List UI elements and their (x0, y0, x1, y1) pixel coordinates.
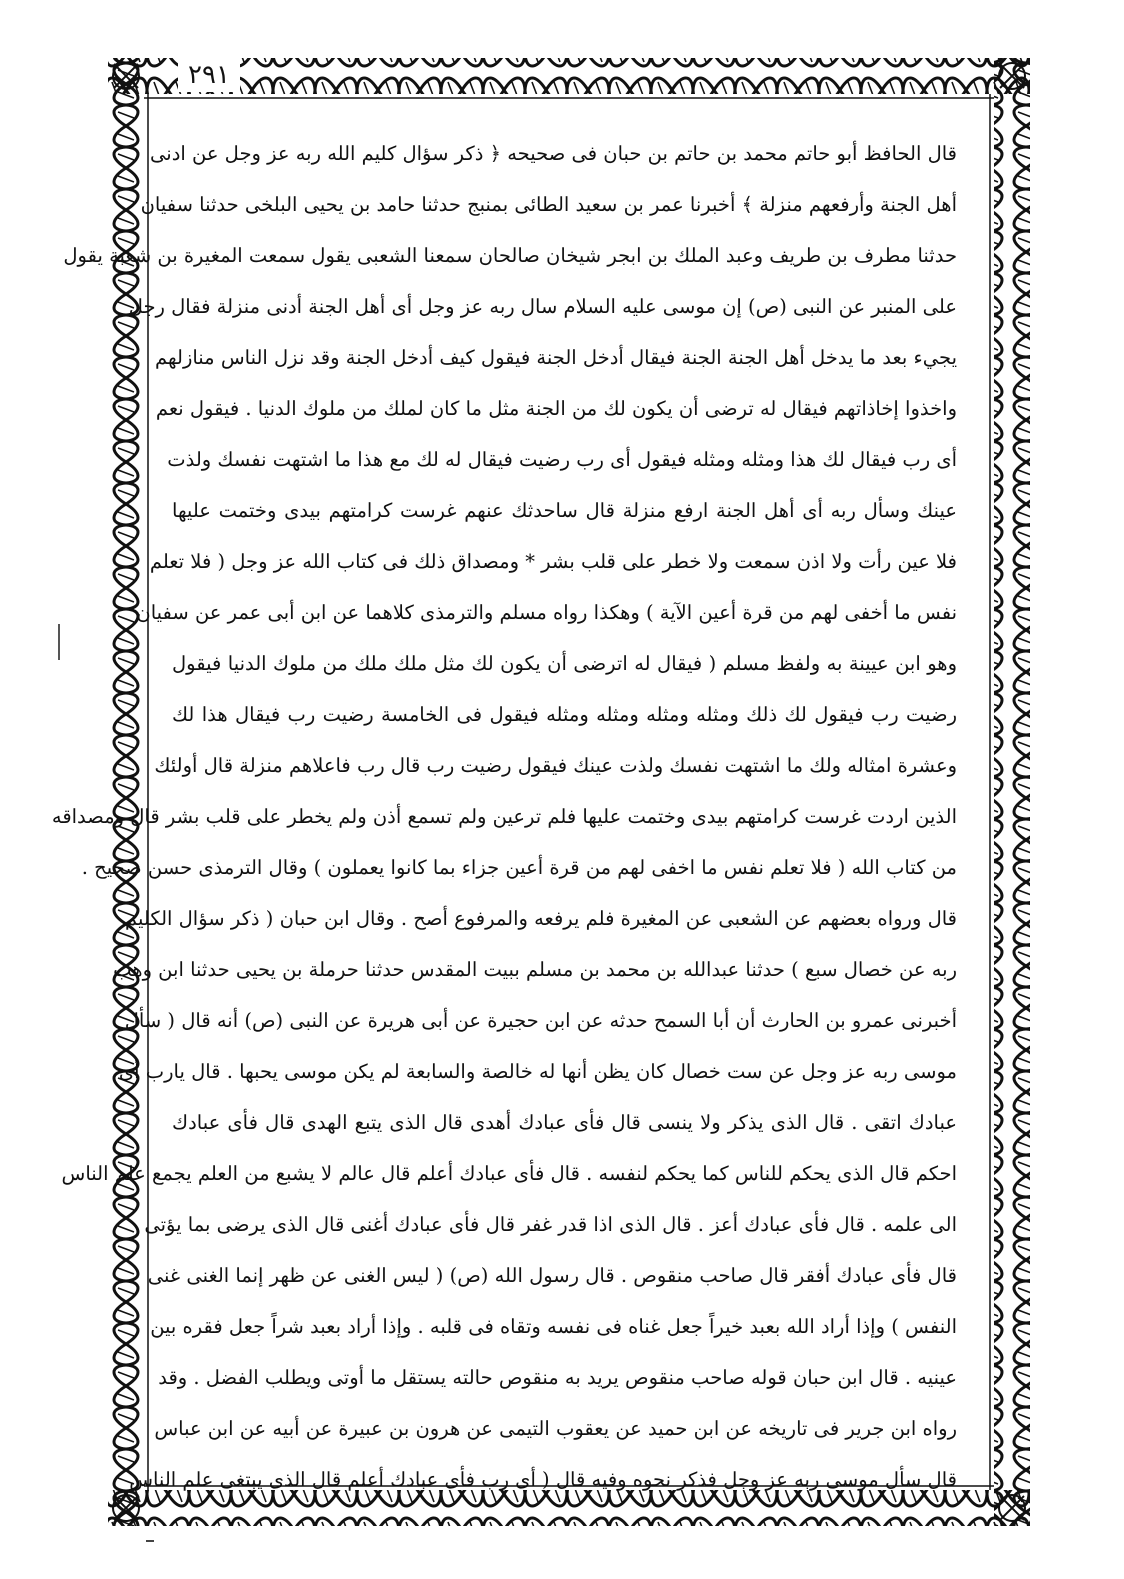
text-line: الى علمه . قال فأى عبادك أعز . قال الذى اذا قدر غفر قال فأى عبادك أغنى قال الذى يرضى بما يؤتى (144, 1213, 957, 1236)
text-line: رواه ابن جرير فى تاريخه عن ابن حميد عن يعقوب التيمى عن هرون بن عبيرة عن أبيه عن ابن عباس (154, 1417, 957, 1440)
margin-mark (58, 624, 60, 660)
text-line: أهل الجنة وأرفعهم منزلة ﴾ أخبرنا عمر بن سعيد الطائى بمنبج حدثنا حامد بن يحيى البلخى حدثنا سفيان (140, 193, 957, 216)
text-line: نفس ما أخفى لهم من قرة أعين الآية ) وهكذا رواه مسلم والترمذى كلاهما عن ابن أبى عمر عن سفيان (136, 601, 957, 624)
text-line: واخذوا إخاذاتهم فيقال له ترضى أن يكون لك من الجنة مثل ما كان لملك من ملوك الدنيا . فيقول نعم (155, 397, 957, 420)
text-line: النفس ) وإذا أراد الله بعبد خيراً جعل غناه فى نفسه وتقاه فى قلبه . وإذا أراد بعبد شراً جعل فقره بين (150, 1315, 957, 1338)
text-line: قال الحافظ أبو حاتم محمد بن حاتم بن حبان فى صحيحه ﴿ ذكر سؤال كليم الله ربه عز وجل عن ادنى (150, 142, 957, 165)
footer-mark (146, 1540, 154, 1542)
text-line: يجيء بعد ما يدخل أهل الجنة الجنة فيقال أدخل الجنة فيقول كيف أدخل الجنة وقد نزل الناس منازلهم (155, 346, 957, 369)
body-text (51, 128, 957, 1505)
text-line: قال سأل موسى ربه عز وجل فذكر نحوه وفيه قال ( أى رب فأى عبادك أعلم قال الذى يبتغى علم الناس (129, 1468, 957, 1491)
border-top (108, 58, 1030, 94)
text-line: فلا عين رأت ولا اذن سمعت ولا خطر على قلب بشر * ومصداق ذلك فى كتاب الله عز وجل ( فلا تعلم (149, 550, 957, 573)
text-line: قال فأى عبادك أفقر قال صاحب منقوص . قال رسول الله (ص) ( ليس الغنى عن ظهر إنما الغنى غنى (147, 1264, 957, 1287)
text-line: احكم قال الذى يحكم للناس كما يحكم لنفسه . قال فأى عبادك أعلم قال عالم لا يشبع من العلم يجمع علم الناس (61, 1162, 957, 1185)
page-number: ٢٩١ (178, 58, 240, 92)
text-line: ربه عن خصال سبع ) حدثنا عبدالله بن محمد بن مسلم ببيت المقدس حدثنا حرملة بن يحيى حدثنا ابن وهب (113, 958, 957, 981)
text-line: موسى ربه عز وجل عن ست خصال كان يظن أنها له خالصة والسابعة لم يكن موسى يحبها . قال يارب أى (118, 1060, 957, 1083)
text-line: قال ورواه بعضهم عن الشعبى عن المغيرة فلم يرفعه والمرفوع أصح . وقال ابن حبان ( ذكر سؤال الكليم (125, 907, 957, 930)
border-right (994, 58, 1030, 1526)
text-line: وعشرة امثاله ولك ما اشتهت نفسك ولذت عينك فيقول رضيت رب قال رب فاعلاهم منزلة قال أولئك (154, 754, 957, 777)
text-line: أخبرنى عمرو بن الحارث أن أبا السمح حدثه عن ابن حجيرة عن أبى هريرة عن النبى (ص) أنه قال ( سأل (124, 1009, 957, 1032)
text-line: من كتاب الله ( فلا تعلم نفس ما اخفى لهم من قرة أعين جزاء بما كانوا يعملون ) وقال الترمذى حسن صحيح . (81, 856, 957, 879)
text-line: الذين اردت غرست كرامتهم بيدى وختمت عليها فلم ترعين ولم تسمع أذن ولم يخطر على قلب بشر قال ومصداقه (51, 805, 957, 828)
text-line: على المنبر عن النبى (ص) إن موسى عليه السلام سال ربه عز وجل أى أهل الجنة أدنى منزلة فقال رجل (128, 295, 957, 318)
text-line: وهو ابن عيينة به ولفظ مسلم ( فيقال له اترضى أن يكون لك مثل ملك ملك من ملوك الدنيا فيقول (172, 652, 957, 675)
text-line: عينك وسأل ربه أى أهل الجنة ارفع منزلة قال ساحدثك عنهم غرست كرامتهم بيدى وختمت عليها (172, 499, 957, 522)
text-line: أى رب فيقال لك هذا ومثله ومثله فيقول أى رب رضيت فيقال له لك مع هذا ما اشتهت نفسك ولذت (167, 448, 957, 471)
text-line: رضيت رب فيقول لك ذلك ومثله ومثله ومثله ومثله فيقول فى الخامسة رضيت رب فيقال هذا لك (172, 703, 957, 726)
text-line: عبادك اتقى . قال الذى يذكر ولا ينسى قال فأى عبادك أهدى قال الذى يتبع الهدى قال فأى عبادك (172, 1111, 957, 1134)
text-line: عينيه . قال ابن حبان قوله صاحب منقوص يريد به منقوص حالته يستقل ما أوتى ويطلب الفضل . وقد (158, 1366, 957, 1389)
text-line: حدثنا مطرف بن طريف وعبد الملك بن ابجر شيخان صالحان سمعنا الشعبى يقول سمعت المغيرة بن شعبة يقول (63, 244, 957, 267)
